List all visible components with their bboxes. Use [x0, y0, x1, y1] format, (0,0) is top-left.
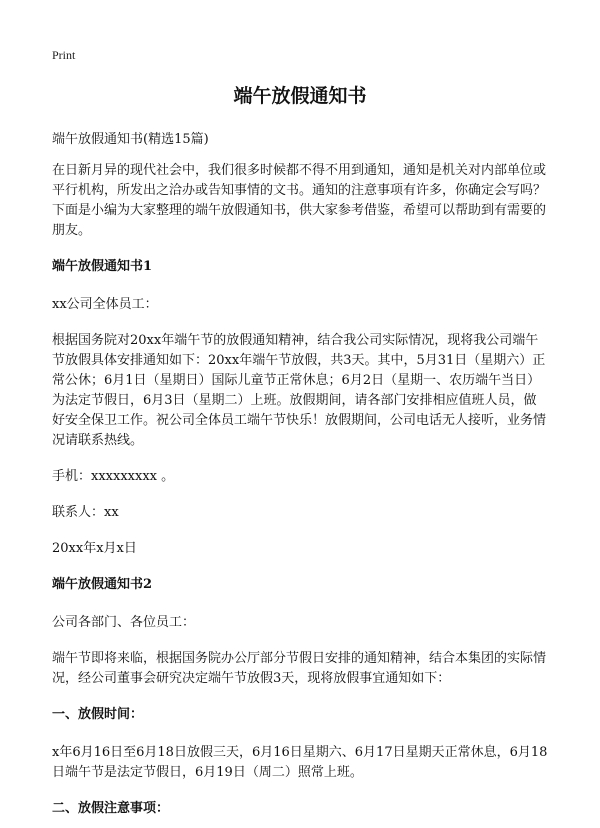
notice1-phone: 手机：xxxxxxxxx 。 — [52, 469, 175, 484]
notice1-body: 根据国务院对20xx年端午节的放假通知精神，结合我公司实际情况，现将我公司端午节放假具体安排通知如下：20xx年端午节放假，共3天。其中，5月31日（星期六）正常公休；6月1日（星期日）国际儿童节正常休息；6月2日（星期一、农历端午当日）为法定节假日，6月3日（星期二）上班。放假期间，请各部门安排相应值班人员，做好安全保卫工作。祝公司全体员工端午节快乐！放假期间，公司电话无人接听，业务情况请联系热线。 — [52, 333, 547, 448]
notice2-section1-heading: 一、放假时间： — [52, 707, 144, 722]
notice2-heading: 端午放假通知书2 — [52, 577, 153, 592]
page-title: 端午放假通知书 — [233, 85, 367, 107]
notice2-section1-body: x年6月16日至6月18日放假三天，6月16日星期六、6月17日星期天正常休息，6月18日端午节是法定节假日，6月19日（周二）照常上班。 — [52, 745, 548, 780]
notice1-date: 20xx年x月x日 — [52, 541, 137, 556]
notice1-greeting: xx公司全体员工： — [52, 297, 158, 312]
notice1-heading: 端午放假通知书1 — [52, 259, 153, 274]
notice2-section2-heading: 二、放假注意事项： — [52, 801, 170, 816]
notice1-contact: 联系人：xx — [52, 505, 119, 520]
notice2-greeting: 公司各部门、各位员工： — [52, 615, 196, 630]
intro-paragraph: 在日新月异的现代社会中，我们很多时候都不得不用到通知，通知是机关对内部单位或平行机构，所发出之洽办或告知事情的文书。通知的注意事项有许多，你确定会写吗？下面是小编为大家整理的端午放假通知书，供大家参考借鉴，希望可以帮助到有需要的朋友。 — [52, 163, 547, 238]
document-subtitle: 端午放假通知书(精选15篇) — [52, 132, 209, 147]
print-label[interactable]: Print — [52, 48, 76, 62]
notice2-body: 端午节即将来临，根据国务院办公厅部分节假日安排的通知精神，结合本集团的实际情况，经公司董事会研究决定端午节放假3天，现将放假事宜通知如下： — [52, 651, 547, 686]
